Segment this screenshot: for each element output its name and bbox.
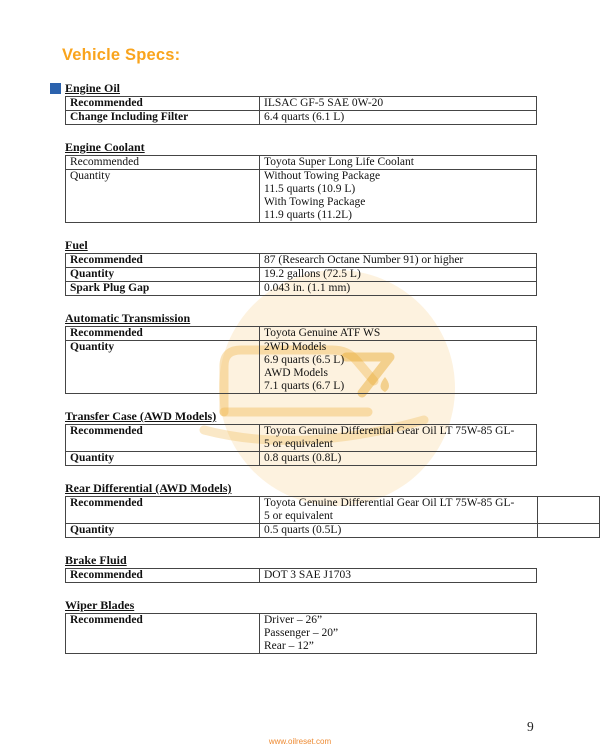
empty-cell	[538, 497, 600, 524]
blue-square-bullet-icon	[50, 83, 61, 94]
row-label: Spark Plug Gap	[66, 282, 260, 296]
table-row	[66, 254, 537, 268]
row-value	[260, 254, 537, 268]
row-value	[260, 341, 537, 394]
value-line: 5 or equivalent	[264, 438, 333, 450]
section-heading: Engine Oil	[65, 82, 537, 95]
value-line: 0.043 in. (1.1 mm)	[264, 282, 351, 294]
value-line: Passenger – 20”	[264, 627, 339, 639]
page-number: 9	[527, 719, 534, 734]
section-brake-fluid	[65, 554, 537, 583]
value-line: Rear – 12”	[264, 640, 314, 652]
value-line: 19.2 gallons (72.5 L)	[264, 268, 361, 280]
value-line: Toyota Genuine Differential Gear Oil LT 75W-85 GL-	[264, 425, 515, 437]
row-value	[260, 111, 537, 125]
table-row	[66, 268, 537, 282]
row-label: Recommended	[66, 327, 260, 341]
row-label: Quantity	[66, 268, 260, 282]
section-engine-oil	[65, 82, 537, 125]
value-line: 11.5 quarts (10.9 L)	[264, 183, 356, 195]
value-line: ILSAC GF-5 SAE 0W-20	[264, 97, 384, 109]
value-line: Without Towing Package	[264, 170, 381, 182]
table-row	[66, 614, 537, 654]
row-value	[260, 569, 537, 583]
section-engine-coolant	[65, 141, 537, 223]
section-fuel	[65, 239, 537, 296]
row-label: Quantity	[66, 524, 260, 538]
section-wiper-blades	[65, 599, 537, 654]
row-value	[260, 268, 537, 282]
section-transfer-case-awd-models	[65, 410, 537, 466]
row-value	[260, 170, 537, 223]
page-title: Vehicle Specs:	[62, 46, 181, 64]
sections	[65, 82, 537, 670]
row-value	[260, 327, 537, 341]
table-row	[66, 569, 537, 583]
row-label: Recommended	[66, 97, 260, 111]
table-row	[66, 425, 537, 452]
row-value	[260, 97, 537, 111]
table-row	[66, 97, 537, 111]
table-row	[66, 170, 537, 223]
section-heading: Rear Differential (AWD Models)	[65, 481, 232, 495]
value-line: Toyota Super Long Life Coolant	[264, 156, 414, 168]
value-line: Toyota Genuine Differential Gear Oil LT 75W-85 GL-	[264, 497, 515, 509]
value-line: DOT 3 SAE J1703	[264, 569, 352, 581]
value-line: With Towing Package	[264, 196, 366, 208]
spec-table	[65, 326, 537, 394]
row-label: Recommended	[66, 156, 260, 170]
value-line: 5 or equivalent	[264, 510, 333, 522]
value-line: Toyota Genuine ATF WS	[264, 327, 381, 339]
row-value	[260, 282, 537, 296]
section-rear-differential-awd-models	[65, 482, 537, 538]
spec-table	[65, 96, 537, 125]
spec-table	[65, 568, 537, 583]
empty-cell	[538, 524, 600, 538]
spec-table	[65, 613, 537, 654]
spec-table	[65, 424, 537, 466]
table-row	[66, 282, 537, 296]
section-heading: Engine Coolant	[65, 140, 145, 154]
value-line: 87 (Research Octane Number 91) or higher	[264, 254, 464, 266]
value-line: 11.9 quarts (11.2L)	[264, 209, 352, 221]
table-row	[66, 156, 537, 170]
table-row	[66, 341, 537, 394]
section-heading: Fuel	[65, 238, 88, 252]
section-heading: Wiper Blades	[65, 598, 135, 612]
section-heading: Brake Fluid	[65, 553, 127, 567]
row-label: Change Including Filter	[66, 111, 260, 125]
row-label: Recommended	[66, 425, 260, 452]
value-line: 0.8 quarts (0.8L)	[264, 452, 342, 464]
value-line: 6.4 quarts (6.1 L)	[264, 111, 345, 123]
table-row	[66, 327, 537, 341]
row-label: Quantity	[66, 170, 260, 223]
value-line: 0.5 quarts (0.5L)	[264, 524, 342, 536]
spec-table	[65, 496, 600, 538]
spec-table	[65, 253, 537, 296]
value-line: 2WD Models	[264, 341, 327, 353]
row-label: Quantity	[66, 452, 260, 466]
table-row	[66, 452, 537, 466]
section-heading: Automatic Transmission	[65, 311, 191, 325]
row-label: Recommended	[66, 569, 260, 583]
table-row	[66, 111, 537, 125]
row-label: Recommended	[66, 254, 260, 268]
table-row	[66, 497, 600, 524]
value-line: 7.1 quarts (6.7 L)	[264, 380, 345, 392]
row-value	[260, 497, 538, 524]
value-line: Driver – 26”	[264, 614, 323, 626]
row-value	[260, 156, 537, 170]
value-line: AWD Models	[264, 367, 328, 379]
row-value	[260, 614, 537, 654]
spec-table	[65, 155, 537, 223]
section-automatic-transmission	[65, 312, 537, 394]
footer-url-link[interactable]: www.oilreset.com	[268, 737, 332, 746]
row-value	[260, 425, 537, 452]
row-value	[260, 524, 538, 538]
row-label: Recommended	[66, 614, 260, 654]
value-line: 6.9 quarts (6.5 L)	[264, 354, 345, 366]
row-label: Recommended	[66, 497, 260, 524]
table-row	[66, 524, 600, 538]
section-heading: Transfer Case (AWD Models)	[65, 409, 217, 423]
row-label: Quantity	[66, 341, 260, 394]
row-value	[260, 452, 537, 466]
